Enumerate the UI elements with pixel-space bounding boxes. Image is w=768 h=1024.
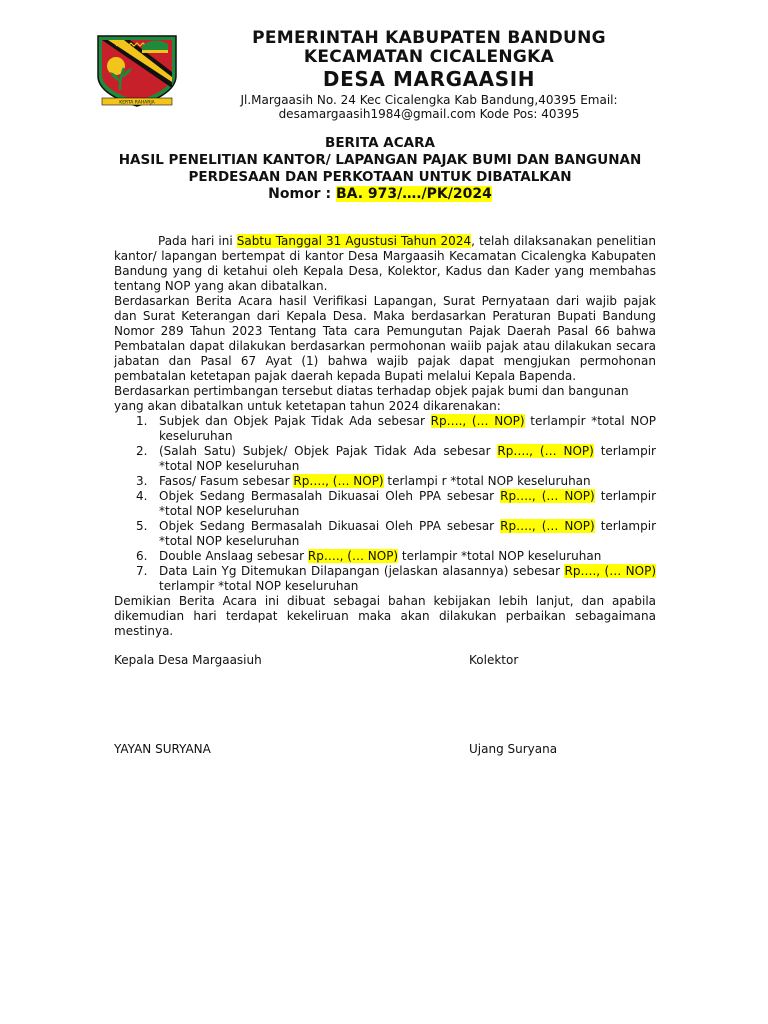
p1-post: , telah dilaksanakan penelitian kantor/ lapangan bertempat di kantor Desa Margaasih Kecamatan Cicalengka Kabupaten Bandung yang di ketahui oleh Kepala Desa, Kolektor, Kadus dan Kader yang membahas tentang NOP yang akan dibatalkan. xyxy=(114,234,656,293)
paragraph-reasons-intro: Berdasarkan pertimbangan tersebut diatas terhadap objek pajak bumi dan bangunan yang akan dibatalkan untuk ketetapan tahun 2024 dikarenakan: xyxy=(114,384,629,413)
letterhead xyxy=(200,28,658,121)
list-item xyxy=(114,444,656,474)
title-line-1: BERITA ACARA xyxy=(325,135,435,151)
list-item xyxy=(114,414,656,444)
list-item xyxy=(114,564,656,594)
signature-left-name: YAYAN SURYANA xyxy=(114,742,211,756)
list-number: 3. xyxy=(136,474,148,488)
letterhead-village: DESA MARGAASIH xyxy=(322,67,536,91)
nomor-value: BA. 973/…./PK/2024 xyxy=(335,186,492,202)
item-amount: Rp…., (… NOP) xyxy=(500,519,595,533)
item-text: Fasos/ Fasum sebesar xyxy=(159,474,294,488)
document-body xyxy=(114,234,656,639)
list-number: 2. xyxy=(136,444,148,458)
item-text: Subjek dan Objek Pajak Tidak Ada sebesar xyxy=(159,414,431,428)
item-amount: Rp…., (… NOP) xyxy=(307,549,399,563)
title-line-3: PERDESAAN DAN PERKOTAAN UNTUK DIBATALKAN xyxy=(188,169,572,185)
paragraph-opening xyxy=(114,234,656,294)
item-amount: Rp…., (… NOP) xyxy=(497,444,594,458)
item-suffix: terlampir *total NOP keseluruhan xyxy=(159,414,656,443)
paragraph-legal-basis: Berdasarkan Berita Acara hasil Verifikasi Lapangan, Surat Pernyataan dari wajib pajak dan Surat Keterangan dari Kepala Desa. Maka berdasarkan Peraturan Bupati Bandung Nomor 289 Tahun 2023 Tentang Tata cara Pemungutan Pajak Daerah Pasal 66 bahwa Pembatalan dapat dilakukan berdasarkan permohonan waiib pajak atau dilakukan secara jabatan dan Pasal 67 Ayat (1) bahwa wajib pajak dapat mengjukan permohonan pembatalan ketetapan pajak daerah kepada Bupati melalui Kepala Bapenda. xyxy=(114,294,656,383)
signature-left-title: Kepala Desa Margaasiuh xyxy=(114,653,262,667)
item-amount: Rp…., (… NOP) xyxy=(430,414,525,428)
item-suffix: terlampir *total NOP keseluruhan xyxy=(398,549,602,563)
item-suffix: terlampir *total NOP keseluruhan xyxy=(159,579,359,593)
nomor-label: Nomor : xyxy=(268,186,332,202)
item-text: (Salah Satu) Subjek/ Objek Pajak Tidak Ada sebesar xyxy=(159,444,498,458)
p1-pre: Pada hari ini xyxy=(158,234,237,248)
item-amount: Rp…., (… NOP) xyxy=(293,474,384,488)
reasons-list xyxy=(114,414,656,594)
item-text: Double Anslaag sebesar xyxy=(159,549,308,563)
letterhead-district: KECAMATAN CICALENGKA xyxy=(303,47,555,67)
meeting-date: Sabtu Tanggal 31 Agustusi Tahun 2024 xyxy=(236,234,472,248)
list-number: 7. xyxy=(136,564,148,578)
item-suffix: terlampi r *total NOP keseluruhan xyxy=(383,474,591,488)
list-number: 5. xyxy=(136,519,148,533)
list-item xyxy=(114,489,656,519)
list-number: 4. xyxy=(136,489,148,503)
letterhead-address: Jl.Margaasih No. 24 Kec Cicalengka Kab Bandung,40395 Email: xyxy=(240,93,618,107)
regency-logo xyxy=(94,32,180,108)
item-text: Objek Sedang Bermasalah Dikuasai Oleh PPA sebesar xyxy=(159,489,501,503)
item-suffix: terlampir *total NOP keseluruhan xyxy=(159,519,657,548)
list-item xyxy=(114,549,656,564)
letterhead-email: desamargaasih1984@gmail.com Kode Pos: 40395 xyxy=(278,107,580,121)
letterhead-government: PEMERINTAH KABUPATEN BANDUNG xyxy=(252,28,606,48)
paragraph-closing: Demikian Berita Acara ini dibuat sebagai bahan kebijakan lebih lanjut, dan apabila dikemudian hari terdapat kekeliruan maka akan dilakukan perbaikan sebagaimana mestinya. xyxy=(114,594,656,638)
list-item xyxy=(114,519,656,549)
title-line-2: HASIL PENELITIAN KANTOR/ LAPANGAN PAJAK BUMI DAN BANGUNAN xyxy=(118,152,642,168)
item-suffix: terlampir *total NOP keseluruhan xyxy=(159,489,657,518)
signature-right-name: Ujang Suryana xyxy=(469,742,558,756)
item-text: Data Lain Yg Ditemukan Dilapangan (jelaskan alasannya) sebesar xyxy=(159,564,565,578)
document-title xyxy=(100,135,660,203)
logo-motto: KERTA RAHARJA xyxy=(119,100,155,106)
item-text: Objek Sedang Bermasalah Dikuasai Oleh PPA sebesar xyxy=(159,519,501,533)
item-amount: Rp…., (… NOP) xyxy=(564,564,656,578)
list-number: 1. xyxy=(136,414,148,428)
signature-right-title: Kolektor xyxy=(469,653,519,667)
item-amount: Rp…., (… NOP) xyxy=(500,489,595,503)
item-suffix: terlampir *total NOP keseluruhan xyxy=(159,444,656,473)
list-item xyxy=(114,474,656,489)
document-number xyxy=(100,186,660,203)
list-number: 6. xyxy=(136,549,148,563)
